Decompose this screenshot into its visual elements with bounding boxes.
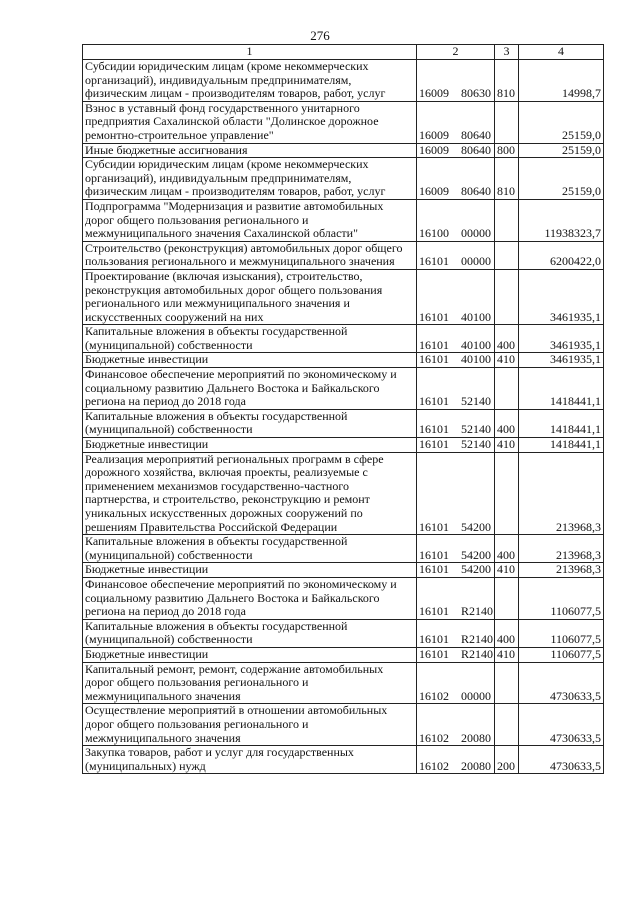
- row-name: Бюджетные инвестиции: [83, 438, 417, 453]
- row-code: [417, 535, 495, 563]
- row-code-program: 16101: [419, 309, 449, 324]
- row-amount: 4730633,5: [519, 746, 604, 774]
- row-amount: 1418441,1: [519, 409, 604, 437]
- row-code-direction: 52140: [461, 437, 491, 452]
- row-code-direction: 80640: [461, 184, 491, 199]
- row-code: [417, 158, 495, 200]
- row-amount: 3461935,1: [519, 353, 604, 368]
- row-code: [417, 368, 495, 410]
- row-expense-type: 800: [495, 143, 519, 158]
- row-code-program: 16101: [419, 394, 449, 409]
- table-row: [83, 704, 604, 746]
- row-code-direction: 40100: [461, 352, 491, 367]
- table-row: [83, 143, 604, 158]
- row-code-direction: 80640: [461, 127, 491, 142]
- row-name: Закупка товаров, работ и услуг для государственных (муниципальных) нужд: [83, 746, 417, 774]
- table-row: [83, 438, 604, 453]
- table-row: [83, 241, 604, 269]
- row-expense-type: 400: [495, 325, 519, 353]
- table-row: [83, 409, 604, 437]
- row-expense-type: [495, 368, 519, 410]
- row-code-direction: 54200: [461, 562, 491, 577]
- row-code-direction: 40100: [461, 309, 491, 324]
- row-amount: 11938323,7: [519, 199, 604, 241]
- row-expense-type: [495, 199, 519, 241]
- row-code-program: 16102: [419, 758, 449, 773]
- row-amount: 1418441,1: [519, 438, 604, 453]
- row-name: Капитальные вложения в объекты государственной (муниципальной) собственности: [83, 325, 417, 353]
- row-amount: 25159,0: [519, 158, 604, 200]
- row-amount: 213968,3: [519, 535, 604, 563]
- row-code-program: 16102: [419, 688, 449, 703]
- row-name: Субсидии юридическим лицам (кроме некоммерческих организаций), индивидуальным предпринимателям, физическим лицам - производителям товаров, работ, услуг: [83, 158, 417, 200]
- column-header-1: 1: [83, 45, 417, 60]
- row-amount: 213968,3: [519, 452, 604, 535]
- table-row: [83, 353, 604, 368]
- row-code-direction: 80640: [461, 142, 491, 157]
- row-code-direction: 54200: [461, 519, 491, 534]
- row-name: Подпрограмма "Модернизация и развитие автомобильных дорог общего пользования регионального и межмуниципального значения Сахалинской области": [83, 199, 417, 241]
- row-code: [417, 353, 495, 368]
- row-expense-type: 400: [495, 409, 519, 437]
- row-name: Бюджетные инвестиции: [83, 353, 417, 368]
- row-code-direction: R2140: [461, 632, 494, 647]
- row-code-program: 16101: [419, 337, 449, 352]
- row-expense-type: [495, 704, 519, 746]
- column-header-3: 3: [495, 45, 519, 60]
- row-expense-type: 810: [495, 158, 519, 200]
- row-code: [417, 143, 495, 158]
- row-amount: 213968,3: [519, 563, 604, 578]
- row-code-direction: 00000: [461, 688, 491, 703]
- column-header-2: 2: [417, 45, 495, 60]
- row-code-direction: 40100: [461, 337, 491, 352]
- row-code: [417, 269, 495, 324]
- table-body: [83, 60, 604, 774]
- row-code: [417, 409, 495, 437]
- row-code: [417, 619, 495, 647]
- row-code: [417, 452, 495, 535]
- row-code: [417, 241, 495, 269]
- column-header-4: 4: [519, 45, 604, 60]
- row-name: Капитальный ремонт, ремонт, содержание автомобильных дорог общего пользования регионального и межмуниципального значения: [83, 662, 417, 704]
- row-code: [417, 704, 495, 746]
- row-code-program: 16009: [419, 184, 449, 199]
- table-row: [83, 563, 604, 578]
- row-code-direction: 52140: [461, 422, 491, 437]
- row-expense-type: [495, 452, 519, 535]
- table-row: [83, 269, 604, 324]
- row-code-program: 16101: [419, 604, 449, 619]
- row-code-program: 16101: [419, 646, 449, 661]
- row-code-direction: 54200: [461, 547, 491, 562]
- table-row: [83, 325, 604, 353]
- table-header-row: [83, 45, 604, 60]
- row-code-program: 16009: [419, 127, 449, 142]
- row-name: Иные бюджетные ассигнования: [83, 143, 417, 158]
- row-expense-type: [495, 241, 519, 269]
- row-code: [417, 647, 495, 662]
- row-name: Бюджетные инвестиции: [83, 647, 417, 662]
- row-code-program: 16101: [419, 632, 449, 647]
- row-code-program: 16101: [419, 352, 449, 367]
- row-name: Капитальные вложения в объекты государственной (муниципальной) собственности: [83, 535, 417, 563]
- row-code-program: 16009: [419, 142, 449, 157]
- row-code: [417, 325, 495, 353]
- row-name: Капитальные вложения в объекты государственной (муниципальной) собственности: [83, 619, 417, 647]
- row-code-direction: 20080: [461, 730, 491, 745]
- row-code-direction: R2140: [461, 646, 494, 661]
- row-code-direction: 52140: [461, 394, 491, 409]
- row-code-program: 16101: [419, 562, 449, 577]
- row-expense-type: 410: [495, 563, 519, 578]
- row-amount: 4730633,5: [519, 704, 604, 746]
- table-row: [83, 101, 604, 143]
- row-expense-type: 200: [495, 746, 519, 774]
- row-code-program: 16101: [419, 547, 449, 562]
- row-code-direction: 80630: [461, 86, 491, 101]
- row-expense-type: 410: [495, 647, 519, 662]
- table-row: [83, 60, 604, 102]
- row-amount: 3461935,1: [519, 269, 604, 324]
- table-row: [83, 535, 604, 563]
- row-code-direction: 00000: [461, 254, 491, 269]
- row-expense-type: [495, 101, 519, 143]
- row-expense-type: [495, 577, 519, 619]
- row-code-direction: 20080: [461, 758, 491, 773]
- row-name: Финансовое обеспечение мероприятий по экономическому и социальному развитию Дальнего Востока и Байкальского региона на период до 2018 года: [83, 577, 417, 619]
- row-code: [417, 60, 495, 102]
- row-name: Бюджетные инвестиции: [83, 563, 417, 578]
- row-code: [417, 199, 495, 241]
- row-code-direction: R2140: [461, 604, 494, 619]
- row-code-program: 16009: [419, 86, 449, 101]
- row-amount: 6200422,0: [519, 241, 604, 269]
- row-name: Финансовое обеспечение мероприятий по экономическому и социальному развитию Дальнего Востока и Байкальского региона на период до 2018 года: [83, 368, 417, 410]
- row-amount: 25159,0: [519, 101, 604, 143]
- row-name: Капитальные вложения в объекты государственной (муниципальной) собственности: [83, 409, 417, 437]
- table-row: [83, 662, 604, 704]
- table-row: [83, 199, 604, 241]
- row-name: Субсидии юридическим лицам (кроме некоммерческих организаций), индивидуальным предпринимателям, физическим лицам - производителям товаров, работ, услуг: [83, 60, 417, 102]
- row-code: [417, 101, 495, 143]
- row-expense-type: [495, 662, 519, 704]
- row-code: [417, 577, 495, 619]
- row-code: [417, 563, 495, 578]
- row-name: Осуществление мероприятий в отношении автомобильных дорог общего пользования регионального и межмуниципального значения: [83, 704, 417, 746]
- row-expense-type: 410: [495, 438, 519, 453]
- table-row: [83, 647, 604, 662]
- row-code-direction: 00000: [461, 226, 491, 241]
- row-amount: 14998,7: [519, 60, 604, 102]
- row-amount: 4730633,5: [519, 662, 604, 704]
- row-amount: 1106077,5: [519, 577, 604, 619]
- table-row: [83, 577, 604, 619]
- row-code-program: 16100: [419, 226, 449, 241]
- row-code-program: 16101: [419, 519, 449, 534]
- row-amount: 3461935,1: [519, 325, 604, 353]
- row-name: Реализация мероприятий региональных программ в сфере дорожного хозяйства, включая проекты, реализуемые с применением механизмов государственно-частного партнерства, и строительство, реконструкцию и ремонт уникальных искусственных дорожных сооружений по решениям Правительства Российской Федерации: [83, 452, 417, 535]
- row-amount: 1418441,1: [519, 368, 604, 410]
- row-expense-type: [495, 269, 519, 324]
- row-expense-type: 810: [495, 60, 519, 102]
- row-expense-type: 400: [495, 619, 519, 647]
- table-row: [83, 452, 604, 535]
- row-code: [417, 662, 495, 704]
- row-expense-type: 410: [495, 353, 519, 368]
- table-row: [83, 368, 604, 410]
- row-name: Взнос в уставный фонд государственного унитарного предприятия Сахалинской области "Долинское дорожное ремонтно-строительное управление": [83, 101, 417, 143]
- row-amount: 25159,0: [519, 143, 604, 158]
- row-name: Строительство (реконструкция) автомобильных дорог общего пользования регионального и межмуниципального значения: [83, 241, 417, 269]
- row-code-program: 16101: [419, 422, 449, 437]
- row-amount: 1106077,5: [519, 619, 604, 647]
- row-expense-type: 400: [495, 535, 519, 563]
- budget-table: [82, 44, 604, 774]
- row-amount: 1106077,5: [519, 647, 604, 662]
- row-code-program: 16101: [419, 254, 449, 269]
- page-number: 276: [310, 28, 330, 43]
- table-row: [83, 746, 604, 774]
- row-name: Проектирование (включая изыскания), строительство, реконструкция автомобильных дорог общего пользования регионального или межмуниципального значения и искусственных сооружений на них: [83, 269, 417, 324]
- table-row: [83, 158, 604, 200]
- row-code-program: 16102: [419, 730, 449, 745]
- row-code: [417, 438, 495, 453]
- row-code: [417, 746, 495, 774]
- table-row: [83, 619, 604, 647]
- row-code-program: 16101: [419, 437, 449, 452]
